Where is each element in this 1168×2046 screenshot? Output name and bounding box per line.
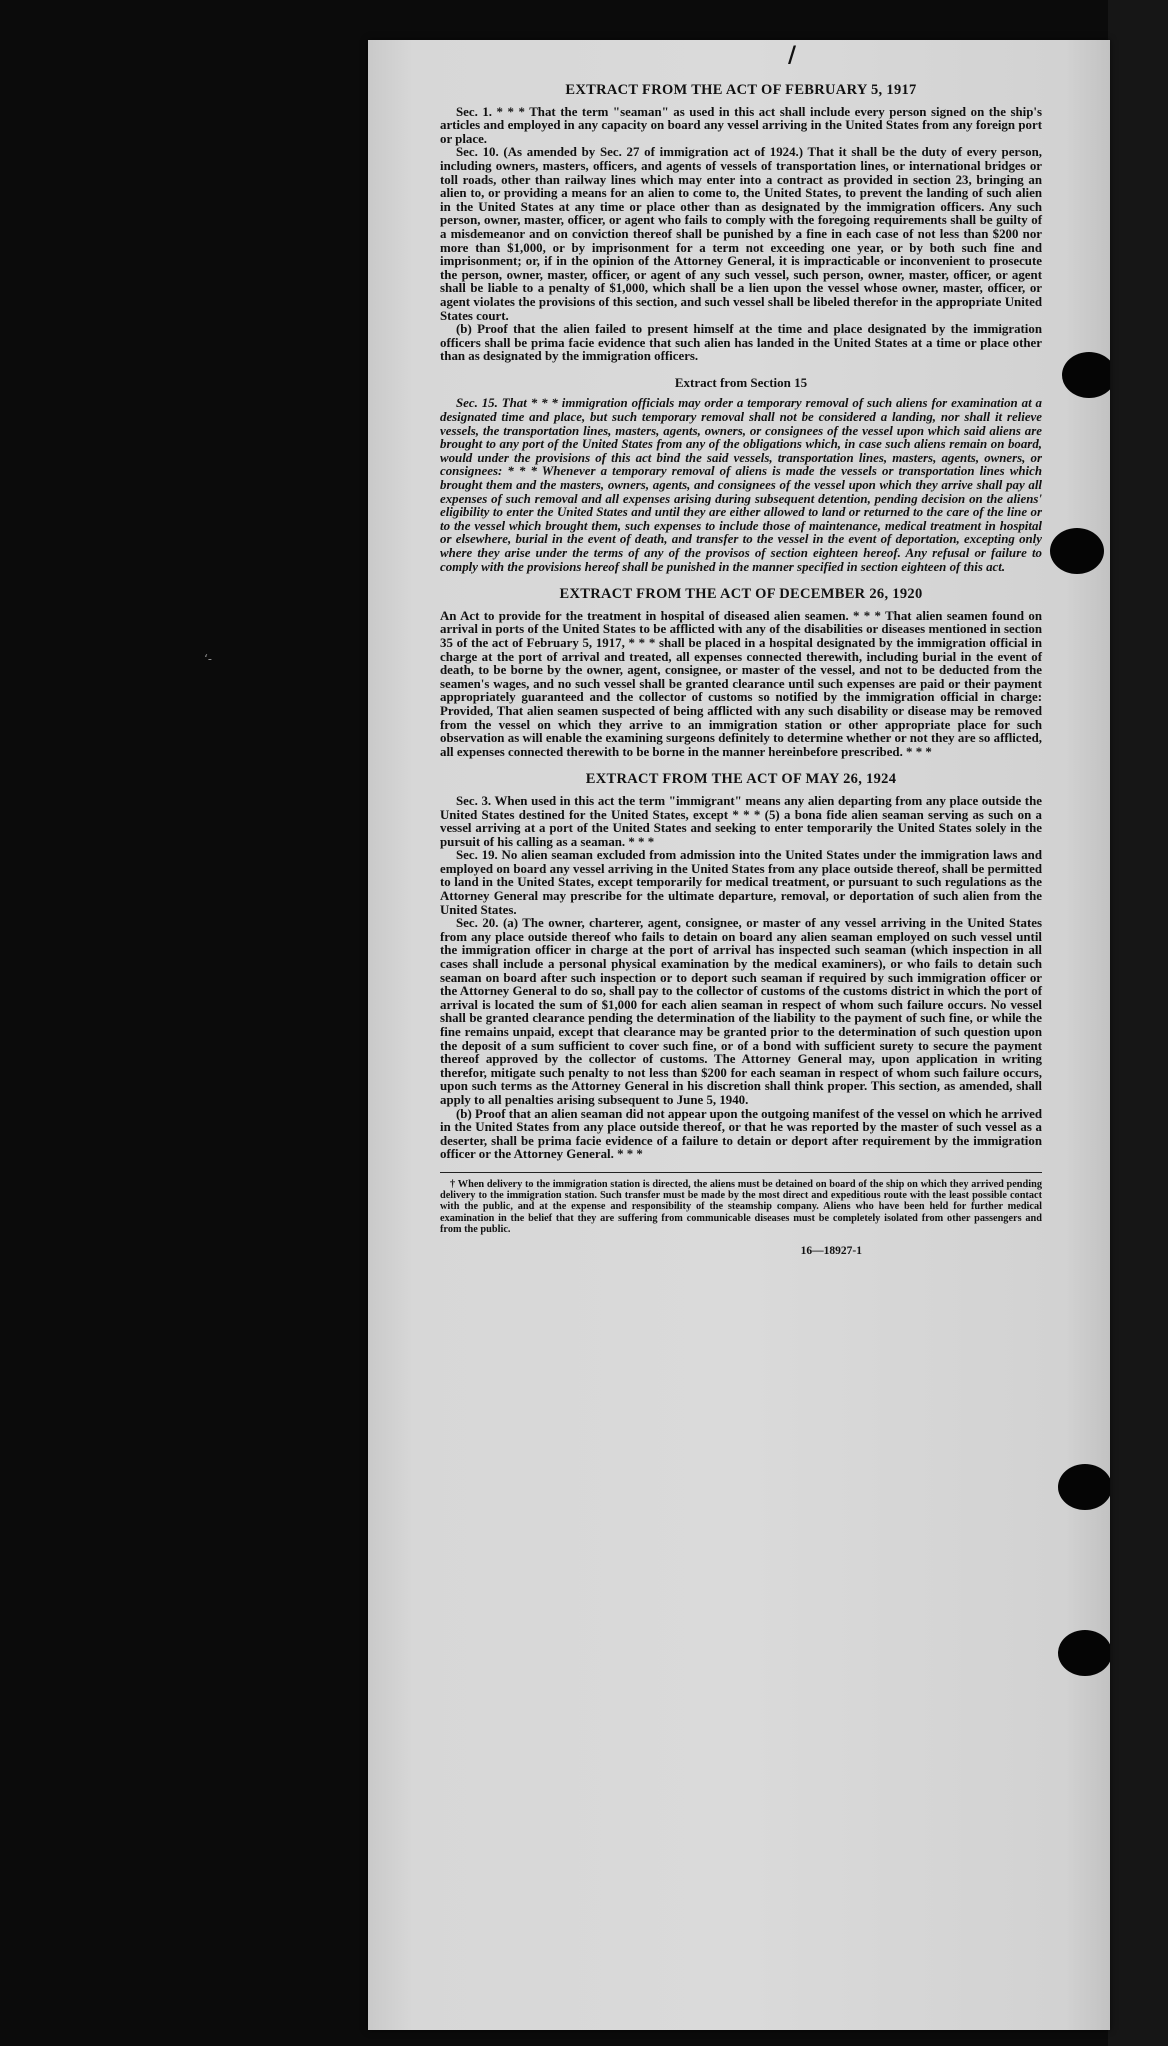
paragraph: Sec. 19. No alien seaman excluded from admission into the United States under the immigration laws and employed on board any vessel arriving in the United States from any place outside thereof, shall be permitted to land in the United States, except temporarily for medical treatment, or pursuant to such regulations as the Attorney General may prescribe for the ultimate departure, removal, or deportation of such alien from the United States. [440, 848, 1042, 917]
paragraph: (b) Proof that the alien failed to present himself at the time and place designated by the immigration officers shall be prima facie evidence that such alien has landed in the United States at a time or place other than as designated by the immigration officers. [440, 322, 1042, 364]
scan-edge [1108, 0, 1168, 2046]
paragraph: Sec. 1. * * * That the term "seaman" as used in this act shall include every person signed on the ship's articles and employed in any capacity on board any vessel arriving in the United States from any foreign port or place. [440, 104, 1042, 146]
form-number: 16—18927-1 [800, 1244, 862, 1257]
pencil-tick-mark: / [788, 42, 797, 68]
section-subheading: Extract from Section 15 [674, 374, 808, 390]
footnote-divider [440, 1172, 1042, 1173]
section-heading: EXTRACT FROM THE ACT OF DECEMBER 26, 1920 [559, 586, 923, 603]
document-page [368, 40, 1110, 2030]
paragraph: Sec. 15. That * * * immigration officials may order a temporary removal of such aliens for examination at a designated time and place, but such temporary removal shall not be considered a landing, nor shall it relieve vessels, the transportation lines, masters, agents, owners, or consignees of the vessel upon which said aliens are brought to any port of the United States from any of the obligations which, in case such aliens remain on board, would under the provisions of this act bind the said vessels, transportation lines, masters, agents, owners, or consignees: * * * Whenever a temporary removal of aliens is made the vessels or transportation lines which brought them and the masters, owners, agents, and consignees of the vessel upon which they arrive shall pay all expenses of such removal and all expenses arising during subsequent detention, pending decision on the aliens' eligibility to enter the United States and until they are either allowed to land or returned to the care of the line or to the vessel which brought them, such expenses to include those of maintenance, medical treatment in hospital or elsewhere, burial in the event of death, and transfer to the vessel in the event of deportation, excepting only where they arise under the terms of any of the provisos of section eighteen hereof. Any refusal or failure to comply with the provisions hereof shall be punished in the manner specified in section eighteen of this act. [440, 396, 1042, 574]
punch-hole-icon [1058, 1630, 1110, 1676]
document-body [440, 84, 1042, 1259]
section-heading: EXTRACT FROM THE ACT OF MAY 26, 1924 [585, 771, 897, 788]
punch-hole-icon [1058, 1464, 1110, 1510]
paragraph: Sec. 10. (As amended by Sec. 27 of immigration act of 1924.) That it shall be the duty of every person, including owners, masters, officers, and agents of vessels of transportation lines, or international bridges or toll roads, other than railway lines which may enter into a contract as provided in section 23, bringing an alien to, or providing a means for an alien to come to, the United States, to prevent the landing of such alien in the United States at any time or place other than as designated by the immigration officers. Any such person, owner, master, officer, or agent who fails to comply with the foregoing requirements shall be guilty of a misdemeanor and on conviction thereof shall be punished by a fine in each case of not less than $200 nor more than $1,000, or by imprisonment for a term not exceeding one year, or by both such fine and imprisonment; or, if in the opinion of the Attorney General, it is impracticable or inconvenient to prosecute the person, owner, master, officer, or agent of any such vessel, such person, owner, master, officer, or agent shall be liable to a penalty of $1,000, which shall be a lien upon the vessel whose owner, master, officer, or agent violates the provisions of this section, and such vessel shall be libeled therefor in the appropriate United States court. [440, 145, 1042, 323]
section-heading: EXTRACT FROM THE ACT OF FEBRUARY 5, 1917 [565, 82, 917, 98]
paragraph: An Act to provide for the treatment in hospital of diseased alien seamen. * * * That alien seamen found on arrival in ports of the United States to be afflicted with any of the disabilities or diseases mentioned in section 35 of the act of February 5, 1917, * * * shall be placed in a hospital designated by the immigration official in charge at the port of arrival and treated, all expenses connected therewith, including burial in the event of death, to be borne by the owner, agent, consignee, or master of the vessel, and not to be deducted from the seamen's wages, and no such vessel shall be granted clearance until such expenses are paid or their payment appropriately guaranteed and the collector of customs so notified by the immigration official in charge: Provided, That alien seamen suspected of being afflicted with any such disability or disease may be removed from the vessel on which they arrive to an immigration station or other appropriate place for such observation as will enable the examining surgeons definitely to determine whether or not they are so afflicted, all expenses connected therewith to be borne in the manner hereinbefore prescribed. * * * [440, 608, 1042, 759]
paragraph: Sec. 3. When used in this act the term "immigrant" means any alien departing from any place outside the United States destined for the United States, except * * * (5) a bona fide alien seaman serving as such on a vessel arriving at a port of the United States and seeking to enter temporarily the United States solely in the pursuit of his calling as a seaman. * * * [440, 793, 1042, 849]
punch-hole-icon [1050, 528, 1104, 574]
punch-hole-icon [1062, 352, 1110, 398]
paragraph: (b) Proof that an alien seaman did not appear upon the outgoing manifest of the vessel on which he arrived in the United States from any place outside thereof, or that he was reported by the master of such vessel as a deserter, shall be prima facie evidence of a failure to detain or deport after requirement by the immigration officer or the Attorney General. * * * [440, 1106, 1042, 1162]
bleed-through-text [508, 1890, 1028, 1960]
paragraph: Sec. 20. (a) The owner, charterer, agent, consignee, or master of any vessel arriving in the United States from any place outside thereof who fails to detain on board any alien seaman employed on such vessel until the immigration officer in charge at the port of arrival has inspected such seaman (which inspection in all cases shall include a personal physical examination by the medical examiners), or who fails to detain such seaman on board after such inspection or to deport such seaman if required by such immigration officer or the Attorney General to do so, shall pay to the collector of customs of the customs district in which the port of arrival is located the sum of $1,000 for each alien seaman in respect of whom such failure occurs. No vessel shall be granted clearance pending the determination of the liability to the payment of such fine, or while the fine remains unpaid, except that clearance may be granted prior to the determination of such question upon the deposit of a sum sufficient to cover such fine, or of a bond with sufficient surety to secure the payment thereof approved by the collector of customs. The Attorney General may, upon application in writing therefor, mitigate such penalty to not less than $200 for each seaman in respect of whom such failure occurs, upon such terms as the Attorney General in his discretion shall think proper. This section, as amended, shall apply to all penalties arising subsequent to June 5, 1940. [440, 916, 1042, 1107]
scan-speck: ʻ- [204, 652, 212, 666]
footnote: † When delivery to the immigration station is directed, the aliens must be detained on board of the ship on which they arrived pending delivery to the immigration station. Such transfer must be made by the most direct and expeditious route with the least possible contact with the public, and at the expense and responsibility of the steamship company. Aliens who have been held for further medical examination in the belief that they are suffering from communicable diseases must be completely isolated from other passengers and from the public. [440, 1178, 1042, 1235]
